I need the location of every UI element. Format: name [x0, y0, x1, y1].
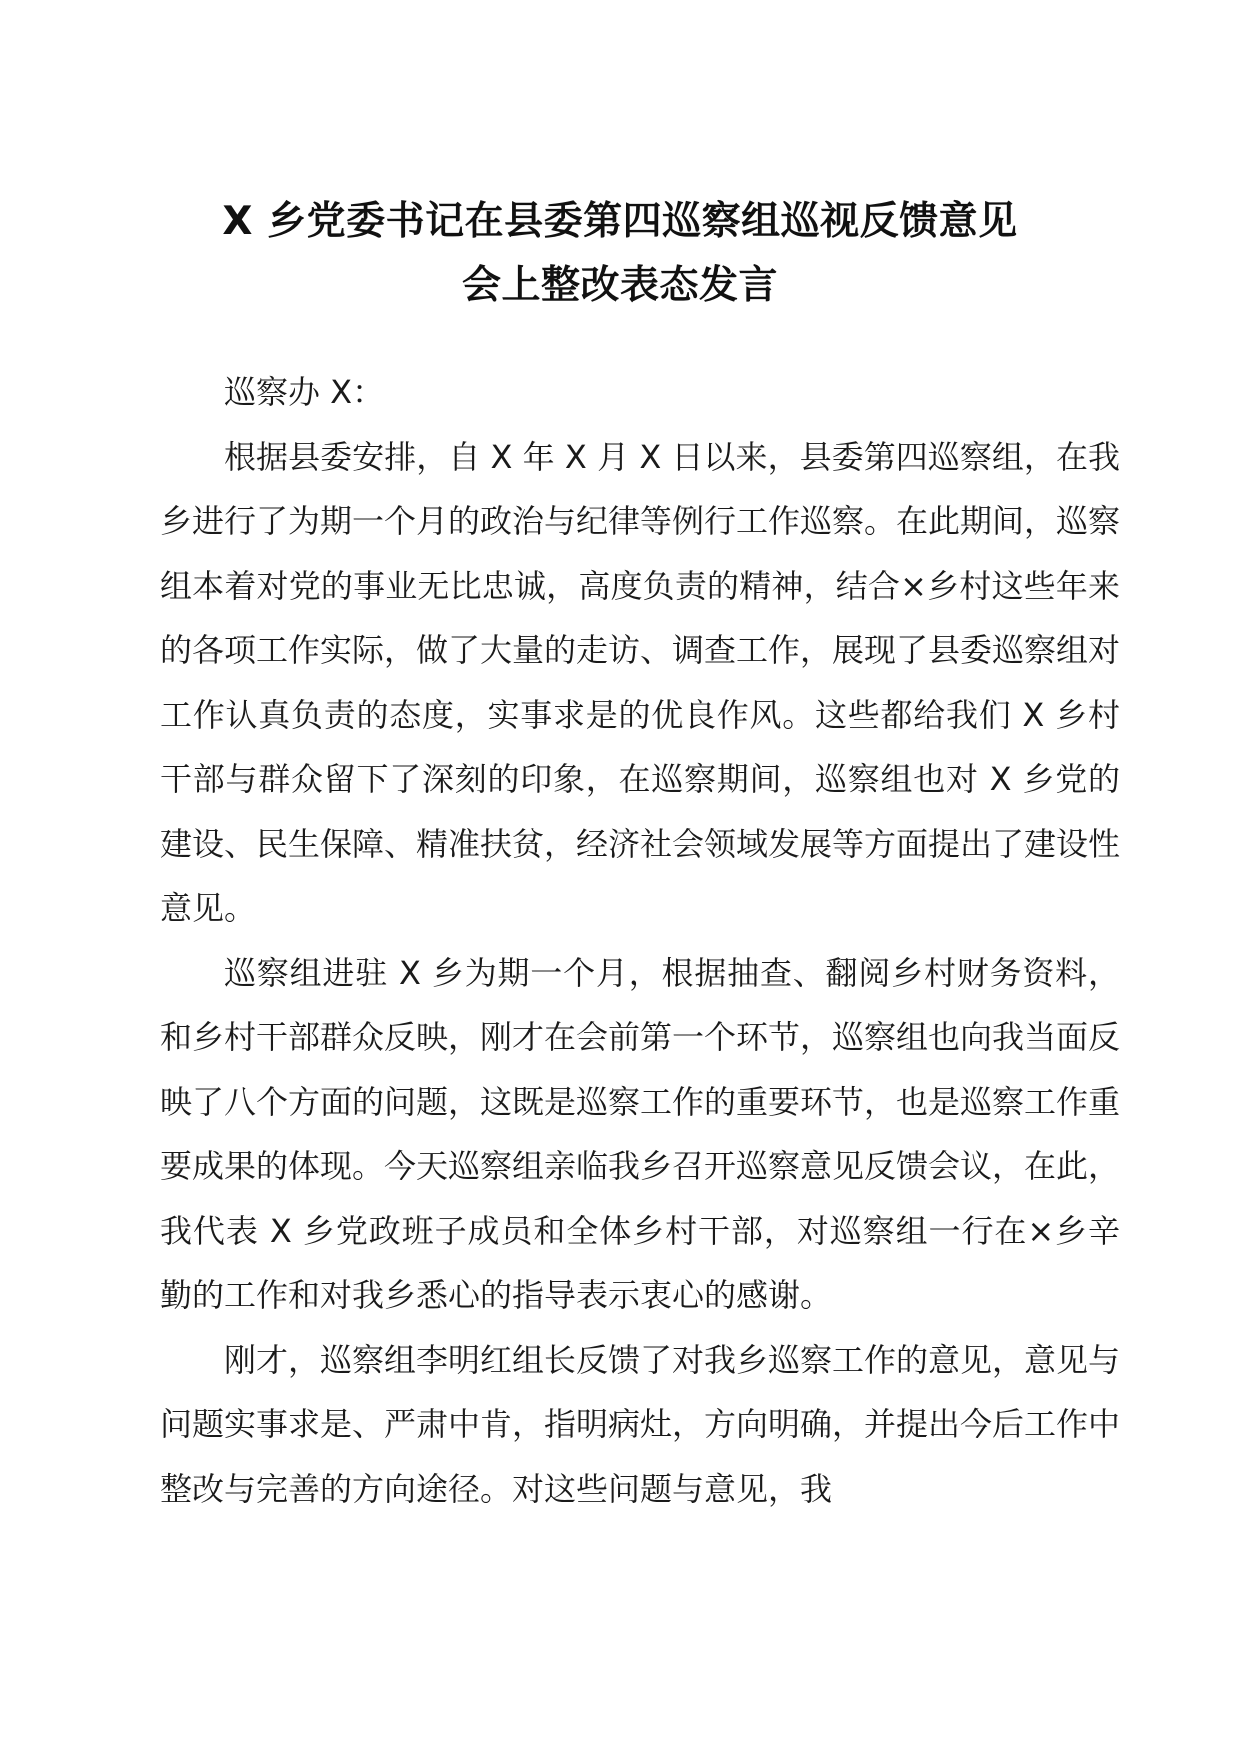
document-title — [150, 190, 1090, 318]
document-body — [160, 360, 1120, 1521]
paragraph-1: 根据县委安排，自 X 年 X 月 X 日以来，县委第四巡察组，在我乡进行了为期一个月的政治与纪律等例行工作巡察。在此期间，巡察组本着对党的事业无比忠诚，高度负责的精神，结合×乡村这些年来的各项工作实际，做了大量的走访、调查工作，展现了县委巡察组对工作认真负责的态度，实事求是的优良作风。这些都给我们 X 乡村干部与群众留下了深刻的印象，在巡察期间，巡察组也对 X 乡党的建设、民生保障、精准扶贫，经济社会领域发展等方面提出了建设性意见。 — [160, 437, 1121, 927]
paragraph-2: 巡察组进驻 X 乡为期一个月，根据抽查、翻阅乡村财务资料，和乡村干部群众反映，刚才在会前第一个环节，巡察组也向我当面反映了八个方面的问题，这既是巡察工作的重要环节，也是巡察工作重要成果的体现。今天巡察组亲临我乡召开巡察意见反馈会议，在此，我代表 X 乡党政班子成员和全体乡村干部，对巡察组一行在×乡辛勤的工作和对我乡悉心的指导表示衷心的感谢。 — [160, 953, 1121, 1314]
title-line-2: 会上整改表态发言 — [461, 263, 778, 308]
paragraph-3: 刚才，巡察组李明红组长反馈了对我乡巡察工作的意见，意见与问题实事求是、严肃中肯，指明病灶，方向明确，并提出今后工作中整改与完善的方向途径。对这些问题与意见，我 — [160, 1340, 1121, 1508]
title-line-1: X 乡党委书记在县委第四巡察组巡视反馈意见 — [222, 199, 1018, 244]
salutation: 巡察办 X： — [224, 373, 385, 411]
